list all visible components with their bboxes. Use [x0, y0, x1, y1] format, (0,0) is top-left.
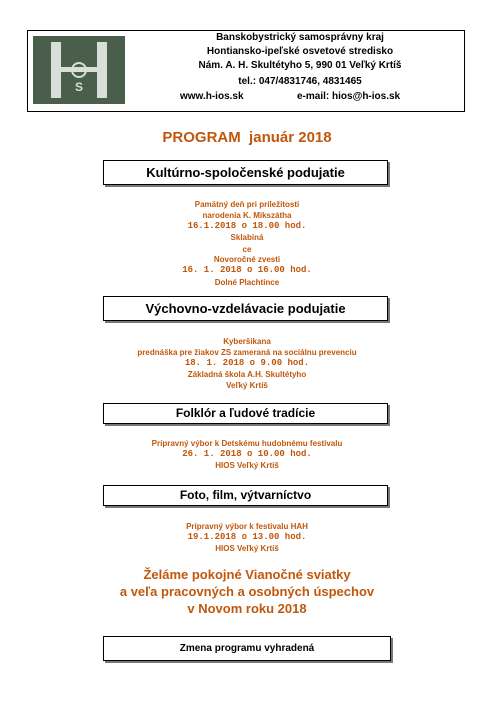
org-website-link[interactable]: www.h-ios.sk: [180, 91, 244, 102]
event-place: HIOS Veľký Krtíš: [215, 544, 279, 553]
wish-line: a veľa pracovných a osobných úspechov: [119, 584, 375, 599]
event-text: prednáška pre žiakov ZS zameraná na sociálnu prevenciu: [137, 348, 357, 357]
event-date: 16. 1. 2018 o 16.00 hod.: [182, 265, 312, 275]
event-text: Pamätný deň pri príležitosti: [194, 200, 300, 209]
event-date: 19.1.2018 o 13.00 hod.: [187, 532, 307, 542]
org-phone: tel.: 047/4831746, 4831465: [238, 76, 362, 87]
org-address: Nám. A. H. Skultétyho 5, 990 01 Veľký Krtíš: [198, 60, 402, 71]
org-name: Hontiansko-ipeľské osvetové stredisko: [206, 46, 394, 57]
org-region: Banskobystrický samosprávny kraj: [216, 32, 384, 43]
event-text: narodenia K. Mikszátha: [202, 211, 292, 220]
event-text: Novoročné zvesti: [213, 255, 281, 264]
section-cultural-title: Kultúrno-spoločenské podujatie: [103, 160, 388, 185]
section-educational-title: Výchovno-vzdelávacie podujatie: [103, 296, 388, 321]
org-email-link[interactable]: e-mail: hios@h-ios.sk: [297, 91, 401, 102]
event-place: Základná škola A.H. Skultétyho: [187, 370, 307, 379]
event-place: HIOS Veľký Krtíš: [215, 461, 279, 470]
event-place: Sklabiná: [230, 233, 264, 242]
event-separator: ce: [242, 245, 252, 254]
program-change-note: Zmena programu vyhradená: [103, 636, 391, 661]
section-photo-title: Foto, film, výtvarníctvo: [103, 485, 388, 506]
event-text: Kyberšikana: [223, 337, 271, 346]
wish-line: Želáme pokojné Vianočné sviatky: [143, 567, 351, 582]
program-title: PROGRAM január 2018: [162, 129, 332, 146]
event-text: Prípravný výbor k Detskému hudobnému festivalu: [151, 439, 343, 448]
event-text: Prípravný výbor k festivalu HAH: [186, 522, 308, 531]
event-date: 26. 1. 2018 o 10.00 hod.: [182, 449, 312, 459]
event-place: Veľký Krtíš: [226, 381, 268, 390]
section-folklore-title: Folklór a ľudové tradície: [103, 403, 388, 424]
hios-logo: S: [33, 36, 125, 104]
wish-line: v Novom roku 2018: [187, 601, 307, 616]
event-date: 16.1.2018 o 18.00 hod.: [187, 221, 307, 231]
event-place: Dolné Plachtince: [214, 278, 280, 287]
event-date: 18. 1. 2018 o 9.00 hod.: [184, 358, 310, 368]
